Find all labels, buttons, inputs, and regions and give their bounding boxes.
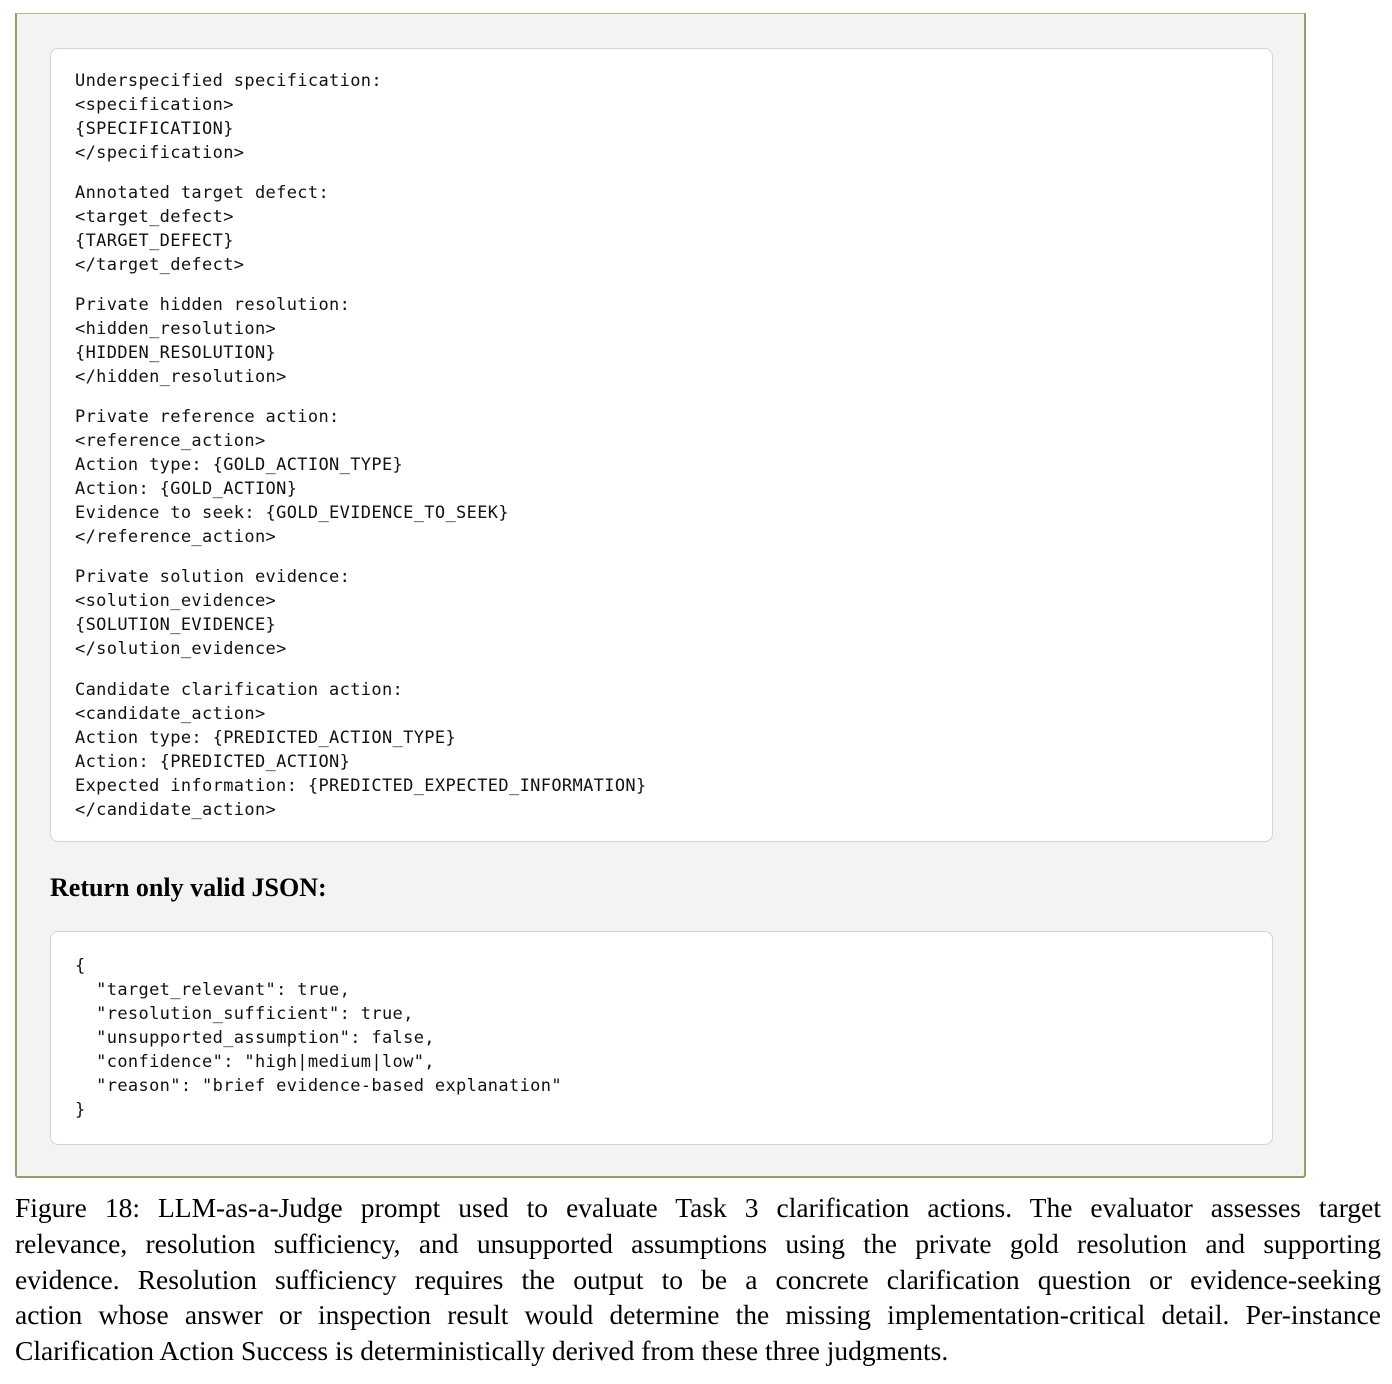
prompt-line: </candidate_action> bbox=[75, 800, 277, 820]
prompt-line: {SOLUTION_EVIDENCE} bbox=[75, 615, 277, 635]
caption-line: relevance, resolution sufficiency, and unsupported assumptions using the private gold resolution and supporting bbox=[15, 1227, 1381, 1259]
prompt-line: Private solution evidence: bbox=[75, 567, 351, 587]
prompt-line: </hidden_resolution> bbox=[75, 367, 287, 387]
prompt-line: Candidate clarification action: bbox=[75, 680, 404, 700]
prompt-line: Action: {GOLD_ACTION} bbox=[75, 479, 298, 499]
caption-line: action whose answer or inspection result would determine the missing implementation-critical detail. Per-instance bbox=[15, 1299, 1381, 1331]
prompt-line: <solution_evidence> bbox=[75, 591, 277, 611]
caption-line: Clarification Action Success is deterministically derived from these three judgments. bbox=[15, 1335, 949, 1367]
target-defect-block bbox=[75, 181, 329, 277]
prompt-line: Annotated target defect: bbox=[75, 183, 330, 203]
prompt-line: Expected information: {PREDICTED_EXPECTED_INFORMATION} bbox=[75, 776, 647, 796]
prompt-line: <target_defect> bbox=[75, 207, 234, 227]
prompt-line: </target_defect> bbox=[75, 255, 245, 275]
json-line: "unsupported_assumption": false, bbox=[75, 1028, 435, 1048]
prompt-line: <reference_action> bbox=[75, 431, 266, 451]
prompt-line: Private hidden resolution: bbox=[75, 295, 351, 315]
prompt-line: </specification> bbox=[75, 143, 245, 163]
prompt-line: Private reference action: bbox=[75, 407, 340, 427]
prompt-line: Underspecified specification: bbox=[75, 71, 382, 91]
prompt-line: {SPECIFICATION} bbox=[75, 119, 234, 139]
solution-evidence-block bbox=[75, 565, 350, 661]
prompt-template-card bbox=[50, 48, 1273, 842]
prompt-line: <specification> bbox=[75, 95, 234, 115]
caption-line: evidence. Resolution sufficiency requires the output to be a concrete clarification question or evidence-seeking bbox=[15, 1263, 1381, 1295]
prompt-line: {HIDDEN_RESOLUTION} bbox=[75, 343, 277, 363]
prompt-line: </solution_evidence> bbox=[75, 639, 287, 659]
hidden-resolution-block bbox=[75, 293, 350, 389]
json-line: "confidence": "high|medium|low", bbox=[75, 1052, 435, 1072]
json-line: "resolution_sufficient": true, bbox=[75, 1004, 414, 1024]
json-line: "reason": "brief evidence-based explanation" bbox=[75, 1076, 562, 1096]
json-line: { bbox=[75, 956, 86, 976]
prompt-line: <hidden_resolution> bbox=[75, 319, 277, 339]
prompt-line: Action type: {GOLD_ACTION_TYPE} bbox=[75, 455, 404, 475]
figure-caption bbox=[15, 1190, 1381, 1369]
json-section-heading: Return only valid JSON: bbox=[50, 873, 327, 902]
specification-block bbox=[75, 69, 382, 165]
prompt-line: Evidence to seek: {GOLD_EVIDENCE_TO_SEEK} bbox=[75, 503, 509, 523]
json-output-card bbox=[50, 931, 1273, 1145]
prompt-line: Action type: {PREDICTED_ACTION_TYPE} bbox=[75, 728, 457, 748]
json-line: "target_relevant": true, bbox=[75, 980, 351, 1000]
prompt-line: </reference_action> bbox=[75, 527, 277, 547]
reference-action-block bbox=[75, 405, 509, 549]
prompt-line: Action: {PREDICTED_ACTION} bbox=[75, 752, 351, 772]
json-schema-block bbox=[75, 954, 562, 1122]
candidate-action-block bbox=[75, 678, 647, 822]
json-line: } bbox=[75, 1100, 86, 1120]
prompt-line: {TARGET_DEFECT} bbox=[75, 231, 234, 251]
prompt-line: <candidate_action> bbox=[75, 704, 266, 724]
caption-line: Figure 18: LLM-as-a-Judge prompt used to evaluate Task 3 clarification actions. The evaluator assesses target bbox=[15, 1192, 1381, 1223]
